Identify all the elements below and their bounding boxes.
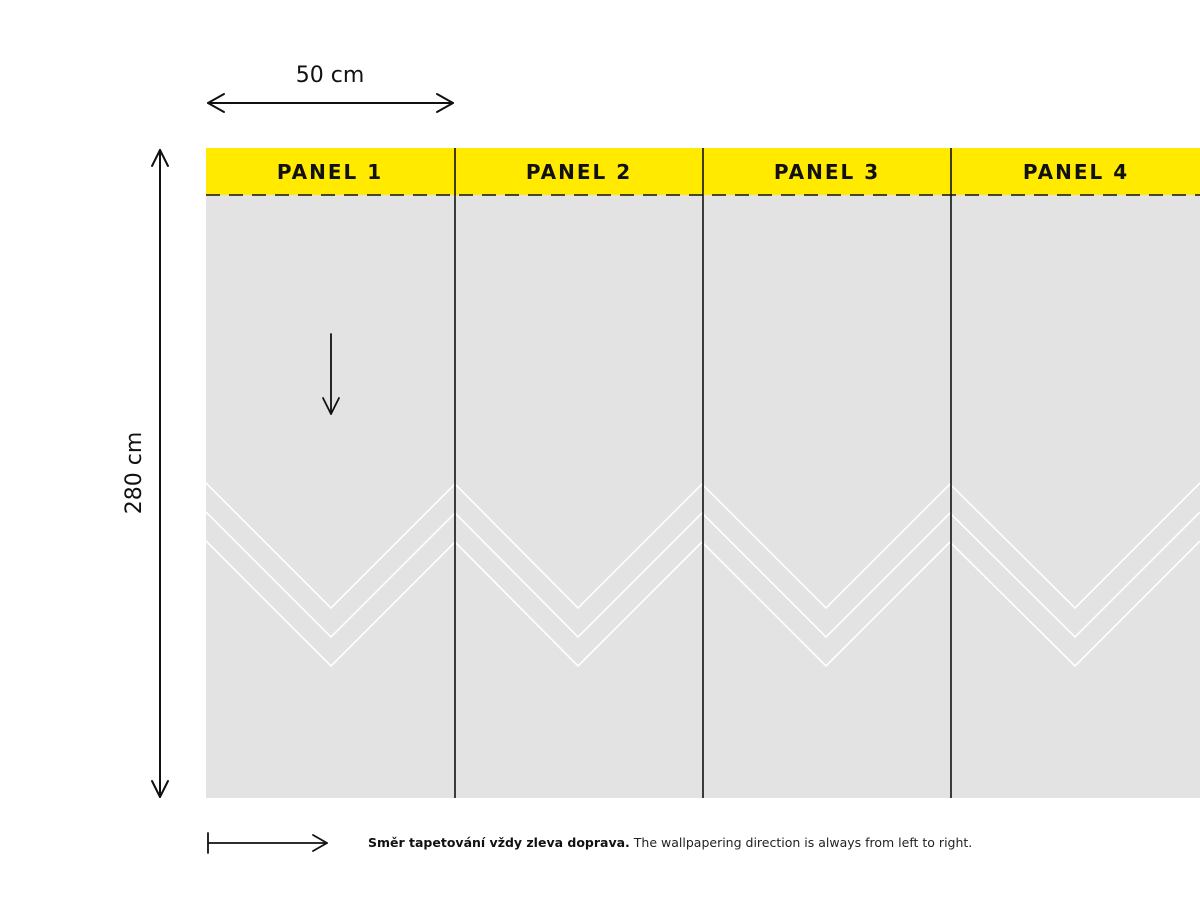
wallpapering-direction-caption [368,835,972,850]
caption-czech: Směr tapetování vždy zleva doprava. [368,835,630,850]
double-arrow-vertical-icon [152,150,168,797]
arrow-right-icon [208,833,327,853]
panel-3-label: PANEL 3 [773,160,881,184]
double-arrow-horizontal-icon [208,94,453,112]
caption-english: The wallpapering direction is always from left to right. [633,835,973,850]
width-dimension-label: 50 cm [295,63,365,88]
panel-1-label: PANEL 1 [276,160,384,184]
height-dimension-label: 280 cm [122,431,147,515]
panel-4-label: PANEL 4 [1022,160,1130,184]
panel-2-label: PANEL 2 [525,160,633,184]
